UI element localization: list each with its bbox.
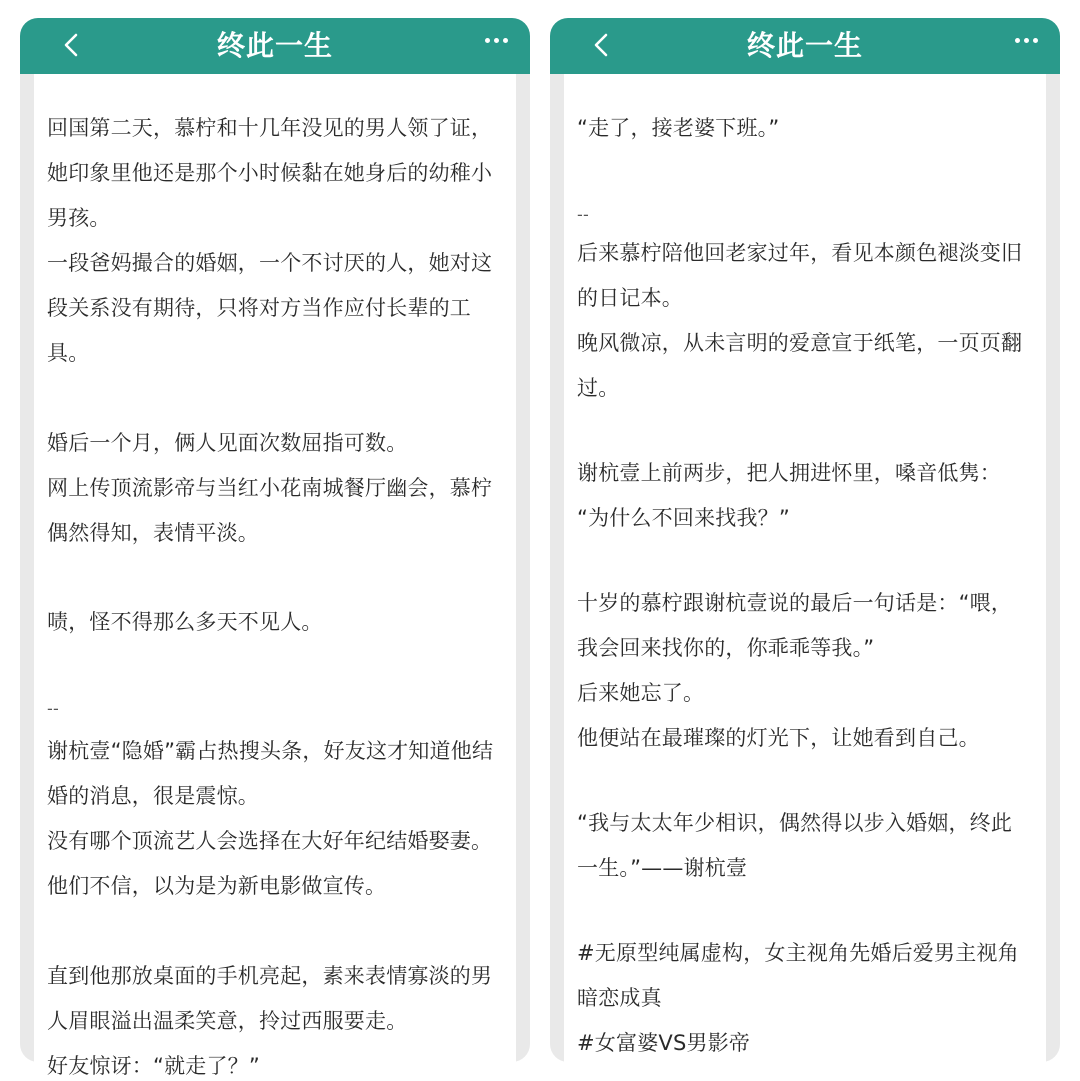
- text-line: 一段爸妈撮合的婚姻，一个不讨厌的人，她对这: [47, 251, 493, 275]
- more-options-icon[interactable]: [1014, 34, 1040, 48]
- text-line: 网上传顶流影帝与当红小花南城餐厅幽会，慕柠: [47, 476, 493, 500]
- section-separator: --: [577, 205, 589, 224]
- text-line: 婚后一个月，俩人见面次数屈指可数。: [47, 431, 408, 455]
- more-options-icon[interactable]: [484, 34, 510, 48]
- text-line: 婚的消息，很是震惊。: [47, 784, 259, 808]
- text-line: 谢杭壹上前两步，把人拥进怀里，嗓音低隽：: [577, 461, 1001, 485]
- text-line: 男孩。: [47, 206, 111, 230]
- reader-panel-left: [20, 18, 530, 1078]
- section-separator: --: [47, 699, 59, 718]
- text-line: 后来慕柠陪他回老家过年，看见本颜色褪淡变旧: [577, 241, 1023, 265]
- text-line: #女富婆VS男影帝: [577, 1031, 751, 1055]
- article-body: [564, 74, 1046, 1062]
- text-line: 她印象里他还是那个小时候黏在她身后的幼稚小: [47, 161, 493, 185]
- text-line: 直到他那放桌面的手机亮起，素来表情寡淡的男: [47, 964, 493, 988]
- text-line: 十岁的慕柠跟谢杭壹说的最后一句话是：“喂，: [577, 591, 1013, 615]
- text-line: 偶然得知，表情平淡。: [47, 521, 259, 545]
- text-line: 暗恋成真: [577, 986, 662, 1010]
- text-line: 人眉眼溢出温柔笑意，拎过西服要走。: [47, 1009, 408, 1033]
- reader-panel-right: [550, 18, 1060, 1062]
- text-line: “我与太太年少相识，偶然得以步入婚姻，终此: [577, 811, 1013, 835]
- text-line: “走了，接老婆下班。”: [577, 116, 780, 140]
- text-line: 晚风微凉，从未言明的爱意宣于纸笔，一页页翻: [577, 331, 1023, 355]
- text-line: “为什么不回来找我？”: [577, 506, 790, 530]
- text-line: 具。: [47, 341, 90, 365]
- text-line: 他们不信，以为是为新电影做宣传。: [47, 874, 387, 898]
- text-line: 他便站在最璀璨的灯光下，让她看到自己。: [577, 726, 980, 750]
- page-title: 终此一生: [746, 29, 863, 62]
- text-line: 好友惊讶：“就走了？”: [47, 1054, 260, 1078]
- text-line: 没有哪个顶流艺人会选择在大好年纪结婚娶妻。: [47, 829, 493, 853]
- text-line: 过。: [577, 376, 620, 400]
- text-line: 我会回来找你的，你乖乖等我。”: [577, 636, 875, 660]
- text-line: 一生。”——谢杭壹: [577, 856, 748, 880]
- text-line: #无原型纯属虚构，女主视角先婚后爱男主视角: [577, 941, 1019, 965]
- text-line: 回国第二天，慕柠和十几年没见的男人领了证，: [47, 116, 493, 140]
- text-line: 谢杭壹“隐婚”霸占热搜头条，好友这才知道他结: [47, 739, 494, 763]
- header-bar: [20, 18, 530, 74]
- page-title: 终此一生: [216, 29, 333, 62]
- text-line: 后来她忘了。: [577, 681, 705, 705]
- article-body: [34, 74, 516, 1078]
- text-line: 段关系没有期待，只将对方当作应付长辈的工: [47, 296, 471, 320]
- text-line: 的日记本。: [577, 286, 683, 310]
- header-bar: [550, 18, 1060, 74]
- text-line: 啧，怪不得那么多天不见人。: [47, 610, 323, 634]
